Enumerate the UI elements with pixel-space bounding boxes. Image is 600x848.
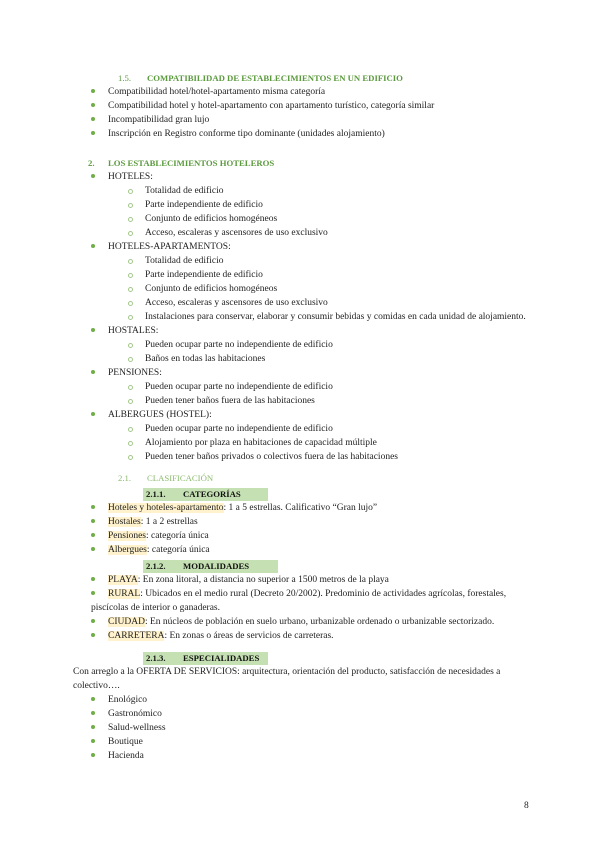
- highlighted-term: Hoteles y hoteles-apartamento: [108, 503, 224, 513]
- bullet-dot-icon: [91, 577, 95, 581]
- heading-highlight: [143, 488, 268, 501]
- list-item-text: Parte independiente de edificio: [145, 200, 263, 210]
- subsection-number: 2.1.2.: [146, 561, 166, 571]
- bullet-circle-icon: [128, 441, 133, 446]
- requirements-list: [91, 380, 535, 408]
- list-item-text: Acceso, escaleras y ascensores de uso exclusivo: [145, 228, 328, 238]
- list-item-text: Incompatibilidad gran lujo: [108, 115, 210, 125]
- bullet-dot-icon: [91, 174, 95, 178]
- specialties-list: [73, 693, 535, 763]
- list-item: [91, 226, 535, 240]
- list-item-text: Inscripción en Registro conforme tipo dominante (unidades alojamiento): [108, 129, 385, 139]
- subsection-title: ESPECIALIDADES: [183, 653, 260, 663]
- list-item: [73, 127, 535, 141]
- bullet-circle-icon: [128, 399, 133, 404]
- list-item-text: Totalidad de edificio: [145, 186, 224, 196]
- bullet-circle-icon: [128, 343, 133, 348]
- bullet-circle-icon: [128, 357, 133, 362]
- page-number: 8: [524, 801, 529, 811]
- heading-highlight: [143, 560, 278, 573]
- list-item: [91, 422, 535, 436]
- bullet-dot-icon: [91, 533, 95, 537]
- list-item-text: : En núcleos de población en suelo urbano, urbanizable ordenado o urbanizable sectorizado.: [144, 617, 495, 627]
- bullet-circle-icon: [128, 273, 133, 278]
- requirements-list: [91, 422, 535, 464]
- bullet-dot-icon: [91, 412, 95, 416]
- list-item-text: Gastronómico: [108, 709, 162, 719]
- establishment-type-albergues: [73, 408, 535, 464]
- subsection-heading-categories: [73, 487, 535, 501]
- subsection-heading-modalities: [73, 559, 535, 573]
- bullet-dot-icon: [91, 244, 95, 248]
- modality-item: [73, 573, 535, 587]
- section-title: LOS ESTABLECIMIENTOS HOTELEROS: [108, 158, 275, 168]
- list-item: [91, 268, 535, 282]
- highlighted-term: CIUDAD: [108, 617, 145, 627]
- modality-item: [73, 587, 535, 615]
- list-item: [73, 721, 535, 735]
- list-item-text: Conjunto de edificios homogéneos: [145, 284, 278, 294]
- section-heading-compatibility: [73, 71, 535, 85]
- bullet-dot-icon: [91, 753, 95, 757]
- bullet-dot-icon: [91, 619, 95, 623]
- bullet-circle-icon: [128, 385, 133, 390]
- bullet-dot-icon: [91, 591, 95, 595]
- establishment-type-hostales: [73, 324, 535, 366]
- list-item: [91, 184, 535, 198]
- section-heading-hotel-establishments: [73, 156, 535, 170]
- establishment-type-hoteles: [73, 170, 535, 240]
- bullet-circle-icon: [128, 287, 133, 292]
- bullet-dot-icon: [91, 725, 95, 729]
- bullet-circle-icon: [128, 301, 133, 306]
- list-item: [73, 113, 535, 127]
- list-item-text: Instalaciones para conservar, elaborar y consumir bebidas y comidas en cada unidad de alojamiento.: [145, 312, 526, 322]
- list-item-text: : 1 a 2 estrellas: [140, 517, 198, 527]
- establishment-type-label: HOSTALES:: [108, 326, 159, 336]
- list-item: [91, 310, 535, 324]
- requirements-list: [91, 254, 535, 324]
- specialties-intro-paragraph: Con arreglo a la OFERTA DE SERVICIOS: arquitectura, orientación del producto, satisfacción de necesidades a colectivo….: [73, 667, 501, 691]
- bullet-circle-icon: [128, 455, 133, 460]
- list-item: [91, 436, 535, 450]
- modality-item: [73, 629, 535, 643]
- list-item-text: Compatibilidad hotel y hotel-apartamento con apartamento turístico, categoría similar: [108, 101, 435, 111]
- subsection-number: 2.1.3.: [146, 653, 166, 663]
- list-item: [73, 749, 535, 763]
- bullet-circle-icon: [128, 231, 133, 236]
- requirements-list: [91, 338, 535, 366]
- list-item-text: Pueden ocupar parte no independiente de edificio: [145, 340, 333, 350]
- list-item-text: Salud-wellness: [108, 723, 166, 733]
- highlighted-term: Pensiones: [108, 531, 146, 541]
- establishment-type-label: HOTELES:: [108, 172, 153, 182]
- list-item-text: Enológico: [108, 695, 148, 705]
- bullet-dot-icon: [91, 547, 95, 551]
- list-item: [91, 338, 535, 352]
- list-item-text: Parte independiente de edificio: [145, 270, 263, 280]
- section-title: CLASIFICACIÓN: [147, 473, 214, 483]
- highlighted-term: PLAYA: [108, 575, 138, 585]
- subsection-heading-specialties: [73, 651, 535, 665]
- list-item-text: : En zonas o áreas de servicios de carreteras.: [164, 631, 334, 641]
- highlighted-term: RURAL: [108, 589, 141, 599]
- bullet-dot-icon: [91, 633, 95, 637]
- list-item: [91, 394, 535, 408]
- highlighted-term: CARRETERA: [108, 631, 165, 641]
- establishment-type-label: ALBERGUES (HOSTEL):: [108, 410, 212, 420]
- bullet-dot-icon: [91, 131, 95, 135]
- list-item: [73, 735, 535, 749]
- category-item: [73, 515, 535, 529]
- bullet-circle-icon: [128, 259, 133, 264]
- list-item-text: Conjunto de edificios homogéneos: [145, 214, 278, 224]
- list-item: [91, 450, 535, 464]
- bullet-circle-icon: [128, 315, 133, 320]
- establishment-type-label: HOTELES-APARTAMENTOS:: [108, 242, 231, 252]
- list-item: [91, 296, 535, 310]
- list-item: [91, 282, 535, 296]
- establishment-types-list: [73, 170, 535, 464]
- bullet-dot-icon: [91, 370, 95, 374]
- subsection-title: CATEGORÍAS: [183, 489, 241, 499]
- list-item: [73, 693, 535, 707]
- bullet-dot-icon: [91, 117, 95, 121]
- page-content: [73, 71, 535, 763]
- bullet-circle-icon: [128, 189, 133, 194]
- bullet-circle-icon: [128, 427, 133, 432]
- list-item-text: : En zona litoral, a distancia no superior a 1500 metros de la playa: [137, 575, 389, 585]
- list-item-text: : categoría única: [146, 545, 210, 555]
- list-item-text: Hacienda: [108, 751, 144, 761]
- compatibility-list: [73, 85, 535, 141]
- list-item: [91, 380, 535, 394]
- list-item-text: Pueden tener baños fuera de las habitaciones: [145, 396, 315, 406]
- bullet-dot-icon: [91, 697, 95, 701]
- list-item: [73, 707, 535, 721]
- establishment-type-label: PENSIONES:: [108, 368, 162, 378]
- subsection-title: MODALIDADES: [183, 561, 250, 571]
- list-item-text: : Ubicados en el medio rural (Decreto 20/2002). Predominio de actividades agrícolas, forestales, piscícolas de interior o ganaderas.: [91, 589, 507, 613]
- section-number: 2.1.: [118, 473, 132, 483]
- list-item-text: Totalidad de edificio: [145, 256, 224, 266]
- categories-list: [73, 501, 535, 557]
- list-item: [91, 212, 535, 226]
- list-item: [91, 198, 535, 212]
- bullet-dot-icon: [91, 519, 95, 523]
- section-number: 1.5.: [118, 73, 132, 83]
- requirements-list: [91, 184, 535, 240]
- list-item-text: : categoría única: [146, 531, 209, 541]
- section-heading-classification: [73, 471, 535, 485]
- section-number: 2.: [88, 158, 95, 168]
- category-item: [73, 543, 535, 557]
- bullet-dot-icon: [91, 89, 95, 93]
- highlighted-term: Hostales: [108, 517, 141, 527]
- bullet-dot-icon: [91, 739, 95, 743]
- list-item-text: Pueden ocupar parte no independiente de edificio: [145, 424, 333, 434]
- list-item: [73, 99, 535, 113]
- establishment-type-hoteles-apartamentos: [73, 240, 535, 324]
- bullet-dot-icon: [91, 103, 95, 107]
- list-item-text: : 1 a 5 estrellas. Calificativo “Gran lujo”: [223, 503, 378, 513]
- list-item-text: Pueden tener baños privados o colectivos fuera de las habitaciones: [145, 452, 398, 462]
- subsection-number: 2.1.1.: [146, 489, 166, 499]
- bullet-circle-icon: [128, 203, 133, 208]
- bullet-circle-icon: [128, 217, 133, 222]
- bullet-dot-icon: [91, 505, 95, 509]
- modality-item: [73, 615, 535, 629]
- bullet-dot-icon: [91, 711, 95, 715]
- modalities-list: [73, 573, 535, 643]
- list-item: [91, 254, 535, 268]
- list-item: [73, 85, 535, 99]
- highlighted-term: Albergues: [108, 545, 147, 555]
- establishment-type-pensiones: [73, 366, 535, 408]
- list-item-text: Acceso, escaleras y ascensores de uso exclusivo: [145, 298, 328, 308]
- section-title: COMPATIBILIDAD DE ESTABLECIMIENTOS EN UN EDIFICIO: [147, 73, 403, 83]
- list-item-text: Pueden ocupar parte no independiente de edificio: [145, 382, 333, 392]
- list-item-text: Baños en todas las habitaciones: [145, 354, 266, 364]
- bullet-dot-icon: [91, 328, 95, 332]
- category-item: [73, 501, 535, 515]
- heading-highlight: [143, 652, 268, 665]
- list-item-text: Boutique: [108, 737, 143, 747]
- list-item-text: Alojamiento por plaza en habitaciones de capacidad múltiple: [145, 438, 377, 448]
- list-item: [91, 352, 535, 366]
- category-item: [73, 529, 535, 543]
- list-item-text: Compatibilidad hotel/hotel-apartamento misma categoría: [108, 87, 326, 97]
